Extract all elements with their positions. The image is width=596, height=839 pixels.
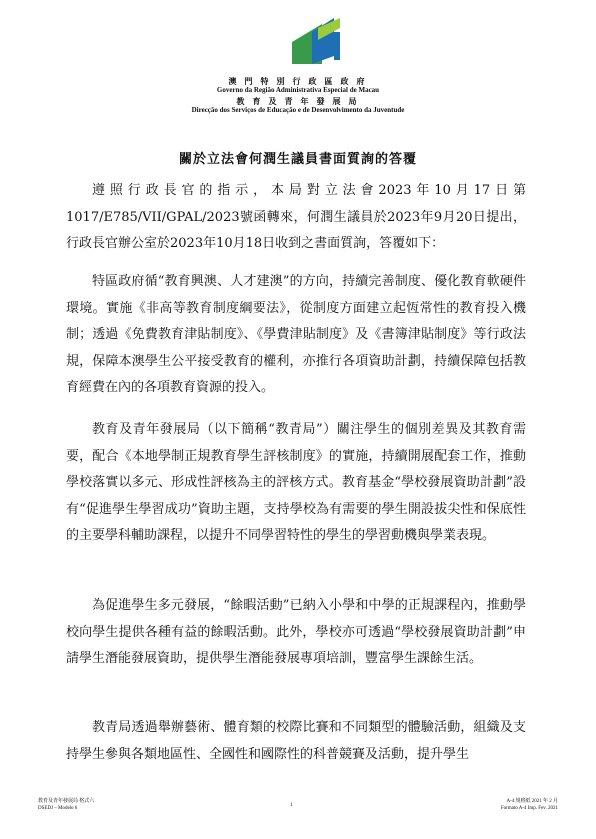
paragraph-intro: 遵照行政長官的指示，本局對立法會2023年10月17日第1017/E785/VII/GPAL/2023號函轉來，何潤生議員於2023年9月20日提出，行政長官辦公室於2023年10月18日收到之書面質詢，答覆如下： [66,183,526,251]
paragraph-leisure: 為促進學生多元發展，“餘暇活動”已納入小學和中學的正規課程內，推動學校向學生提供各種有益的餘暇活動。此外，學校亦可透過“學校發展資助計劃”申請學生潛能發展資助，提供學生潛能發展專項培訓，豐富學生課餘生活。 [66,598,526,666]
page-number: 1 [290,803,293,808]
footer-paper-format [501,798,558,812]
footer-form-code [38,798,94,812]
paragraph-competitions: 教青局透過舉辦藝術、體育類的校際比賽和不同類型的體驗活動，組織及支持學生參與各類地區性、全國性和國際性的科普競賽及活動，提升學生 [66,720,526,762]
paragraph-policy: 特區政府循“教育興澳、人才建澳”的方向，持續完善制度、優化教育軟硬件環境。實施《非高等教育制度綱要法》，從制度方面建立起恆常性的教育投入機制；透過《免費教育津貼制度》、《學費津貼制度》及《書簿津貼制度》等行政法規，保障本澳學生公平接受教育的權利，亦推行各項資助計劃，持續保障包括教育經費在內的各項教育資源的投入。 [66,274,526,395]
document-title: 關於立法會何潤生議員書面質詢的答覆 [178,152,417,167]
header-dept-zh: 教 育 及 青 年 發 展 局 [236,97,360,106]
header-dept-pt: Direcção dos Serviços de Educação e de Desenvolvimento da Juventude [191,106,405,114]
footer-form-pt: DSEDJ – Modelo 6 [38,806,78,811]
footer-form-zh: 教育及青年發展局 格式六 [38,799,95,804]
header-gov-zh: 澳 門 特 別 行 政 區 政 府 [228,77,368,86]
footer-paper-pt: Formato A-4 Imp. Fev. 2021 [500,806,558,811]
footer-paper-zh: A-4 規格紙 2021 年 2 月 [506,799,558,804]
dsedj-logo [292,18,342,74]
paragraph-assessment: 教育及青年發展局（以下簡稱“教青局”）關注學生的個別差異及其教育需要，配合《本地學制正規教育學生評核制度》的實施，持續開展配套工作，推動學校落實以多元、形成性評核為主的評核方式。教育基金“學校發展資助計劃”設有“促進學生學習成功”資助主題，支持學校為有需要的學生開設拔尖性和保底性的主要學科輔助課程，以提升不同學習特性的學生的學習動機與學業表現。 [66,422,526,543]
header-gov-pt: Governo da Região Administrativa Especial de Macau [216,86,380,94]
